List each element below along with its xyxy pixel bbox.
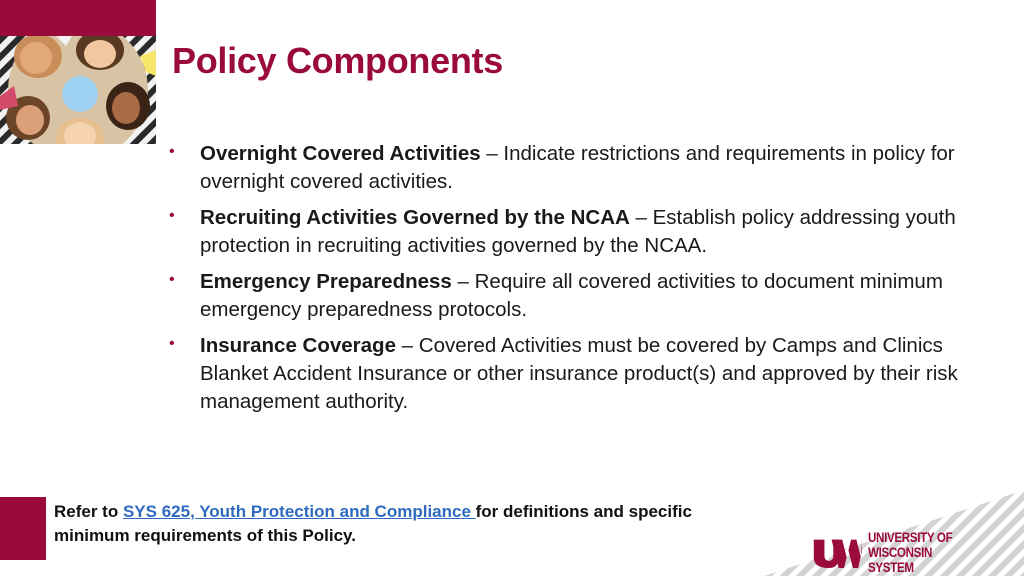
bullet-dot-icon: • [169, 207, 175, 224]
list-item [168, 204, 968, 260]
bullet-term: Insurance Coverage [200, 334, 396, 357]
footer-accent-square [0, 497, 46, 560]
list-item [168, 140, 968, 196]
footer-reference [54, 500, 694, 548]
bullet-description: – Covered Activities must be covered by Camps and Clinics Blanket Accident Insurance or other insurance product(s) and approved by their risk management authority. [200, 334, 958, 413]
logo-line-1: UNIVERSITY OF [867, 529, 953, 545]
bullet-description: – Require all covered activities to document minimum emergency preparedness protocols. [200, 270, 943, 321]
children-circle-photo [0, 36, 156, 144]
bullet-term: Overnight Covered Activities [200, 142, 481, 165]
bullet-dot-icon: • [169, 271, 175, 288]
page-title: Policy Components [172, 40, 503, 81]
top-accent-bar [0, 0, 156, 36]
uw-system-logo [812, 530, 984, 574]
sys-625-link[interactable]: SYS 625, Youth Protection and Compliance [122, 502, 476, 521]
bullet-dot-icon: • [169, 335, 175, 352]
bullet-description: – Indicate restrictions and requirements in policy for overnight covered activities. [200, 142, 955, 193]
bullet-term: Emergency Preparedness [200, 270, 452, 293]
bullet-text [200, 268, 968, 324]
bullet-text [200, 332, 968, 416]
footer-suffix: for definitions and specific minimum requirements of this Policy. [54, 502, 692, 545]
list-item [168, 332, 968, 416]
uw-logo-icon [812, 532, 862, 572]
bullet-description: – Establish policy addressing youth protection in recruiting activities governed by the NCAA. [200, 206, 956, 257]
bullet-text [200, 204, 968, 260]
logo-text [868, 530, 968, 575]
logo-line-2: WISCONSIN SYSTEM [867, 544, 932, 575]
bullet-dot-icon: • [169, 143, 175, 160]
footer-prefix: Refer to [54, 502, 123, 521]
policy-bullet-list [168, 140, 968, 424]
list-item [168, 268, 968, 324]
bullet-term: Recruiting Activities Governed by the NCAA [200, 206, 630, 229]
bullet-text [200, 140, 968, 196]
